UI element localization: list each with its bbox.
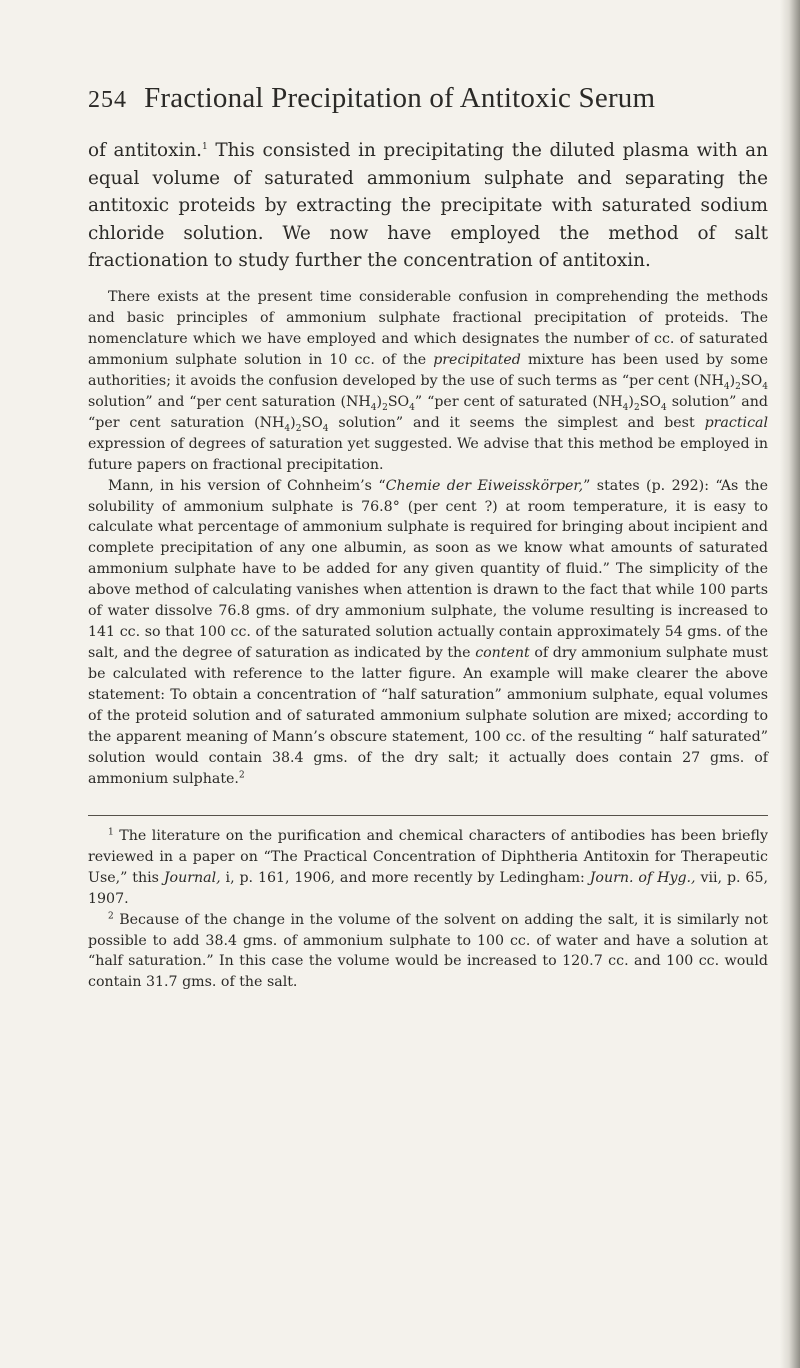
running-head xyxy=(88,82,768,126)
page-edge-shadow xyxy=(780,0,800,1368)
footnote-2: $^2$ Because of the change in the volume of the solvent on adding the salt, it is similarly not possible to add 38.4 gms. of ammonium sulphate to 100 cc. of water and have a solution at “half saturation.” In this case the volume would be increased to 120.7 cc. and 100 cc. would contain 31.7 gms. of the salt. xyxy=(88,910,768,991)
intro-paragraph: of antitoxin.$^1$ This consisted in precipitating the diluted plasma with an equal volume of saturated ammonium sulphate and separating the antitoxic proteids by extracting the precipitate with saturated sodium chloride solution. We now have employed the method of salt fractionation to study further the concentration of antitoxin. xyxy=(88,140,768,271)
footnote-divider xyxy=(88,815,768,816)
footnote-ref-1: 1 xyxy=(202,141,208,152)
page-title: Fractional Precipitation of Antitoxic Serum xyxy=(144,82,656,114)
footnote-ref-2: 2 xyxy=(238,770,245,781)
main-text xyxy=(88,287,768,790)
footnotes xyxy=(88,826,768,993)
footnote-1: $^1$ The literature on the purification and chemical characters of antibodies has been briefly reviewed in a paper on “The Practical Concentration of Diphtheria Antitoxin for Therapeutic Use,” this Journal, i, p. 161, 1906, and more recently by Ledingham: Journ. of Hyg., vii, p. 65, 1907. xyxy=(88,827,768,907)
paragraph-nomenclature: There exists at the present time considerable confusion in comprehending the methods and basic principles of ammonium sulphate fractional precipitation of proteids. The nomenclature which we have employed and which designates the number of cc. of saturated ammonium sulphate solution in 10 cc. of the precipitated mixture has been used by some authorities; it avoids the confusion developed by the use of such terms as “per cent $(NH_4)_2SO_4$ solution” and “per cent saturation $(NH_4)_2SO_4$” “per cent of saturated $(NH_4)_2SO_4$ solution” and “per cent saturation $(NH_4)_2SO_4$ solution” and it seems the simplest and best practical expression of degrees of saturation yet suggested. We advise that this method be employed in future papers on fractional precipitation. xyxy=(88,289,769,473)
paragraph-mann: Mann, in his version of Cohnheim’s “Chemie der Eiweisskörper,” states (p. 292): “As the solubility of ammonium sulphate is 76.8° (per cent ?) at room temperature, it is easy to calculate what percentage of ammonium sulphate is required for bringing about incipient and complete precipitation of any one albumin, as soon as we know what amounts of saturated ammonium sulphate have to be added for any given quantity of fluid.” The simplicity of the above method of calculating vanishes when attention is drawn to the fact that while 100 parts of water dissolve 76.8 gms. of dry ammonium sulphate, the volume resulting is increased to 141 cc. so that 100 cc. of the saturated solution actually contain approximately 54 gms. of the salt, and the degree of saturation as indicated by the content of dry ammonium sulphate must be calculated with reference to the latter figure. An example will make clearer the above statement: To obtain a concentration of “half saturation” ammonium sulphate, equal volumes of the proteid solution and of saturated ammonium sulphate solution are mixed; according to the apparent meaning of Mann’s obscure statement, 100 cc. of the resulting “ half saturated” solution would contain 38.4 gms. of the dry salt; it actually does contain 27 gms. of ammonium sulphate.$^2$ xyxy=(88,477,768,787)
page-number: 254 xyxy=(88,87,127,113)
